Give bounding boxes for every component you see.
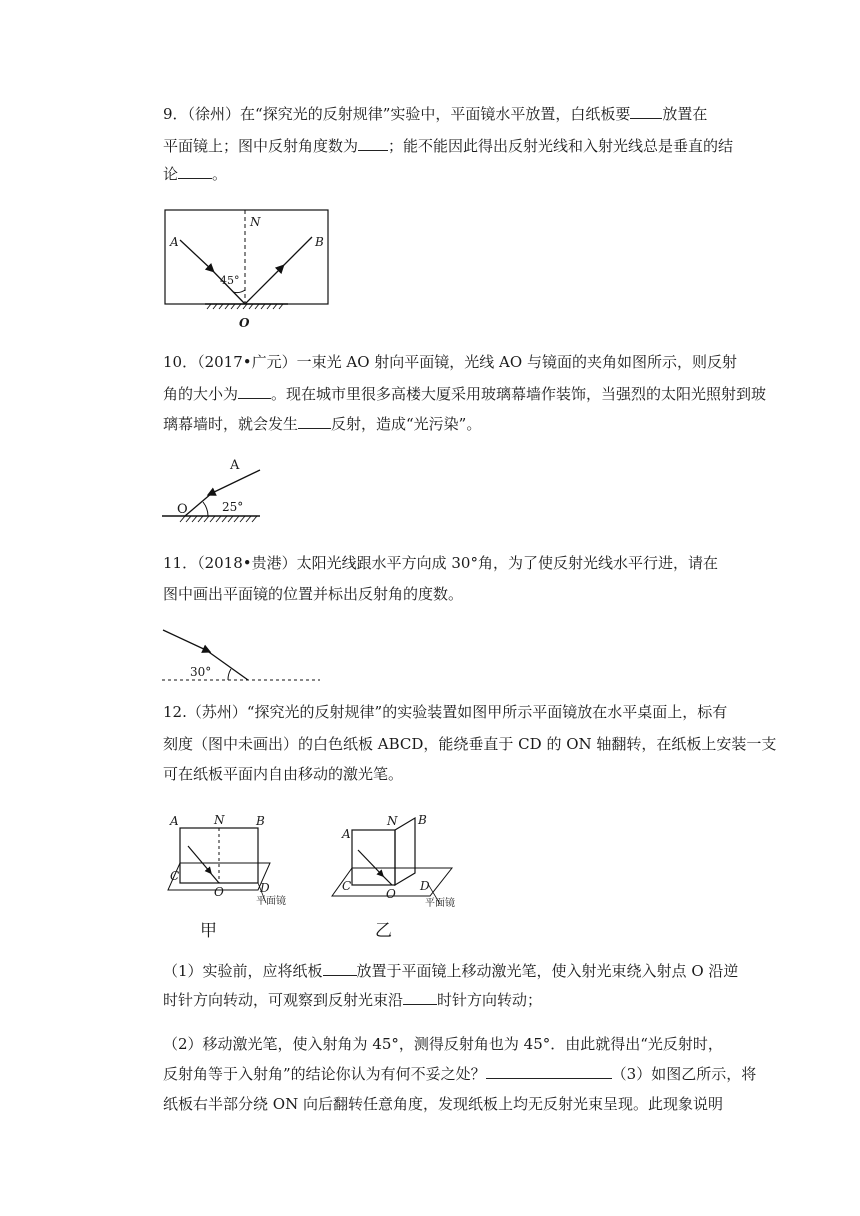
caption-jia: 甲 bbox=[200, 921, 217, 941]
q9-text: ；能不能因此得出反射光线和入射光线总是垂直的结 bbox=[388, 137, 734, 155]
label-c: C bbox=[170, 869, 180, 883]
laser-ray bbox=[188, 846, 210, 872]
q12-part1-line-1 bbox=[163, 961, 738, 981]
label-d: D bbox=[420, 879, 430, 893]
label-a: A bbox=[230, 458, 240, 473]
label-o: O bbox=[214, 885, 224, 899]
q12-text: 时针方向转动，可观察到反射光束沿 bbox=[163, 991, 404, 1009]
q9-figure bbox=[160, 205, 340, 335]
laser-ray-end bbox=[380, 873, 392, 885]
q12-line-1: 12.（苏州）“探究光的反射规律”的实验装置如图甲所示平面镜放在水平桌面上，标有 bbox=[163, 703, 728, 721]
q12-text: 反射角等于入射角”的结论你认为有何不妥之处？ bbox=[163, 1065, 486, 1083]
angle-label: 30° bbox=[190, 665, 212, 679]
sun-ray bbox=[206, 650, 248, 680]
label-o: O bbox=[386, 887, 396, 901]
q9-line-2 bbox=[163, 136, 733, 156]
incident-ray-arrow bbox=[210, 470, 260, 494]
q12-figure-jia bbox=[158, 808, 286, 913]
label-a: A bbox=[170, 235, 179, 249]
label-n: N bbox=[250, 215, 261, 229]
q11-line-2: 图中画出平面镜的位置并标出反射角的度数。 bbox=[163, 585, 464, 603]
q11-line-1: 11．（2018•贵港）太阳光线跟水平方向成 30°角，为了使反射光线水平行进，请在 bbox=[163, 554, 718, 572]
label-n: N bbox=[387, 814, 398, 828]
q11-figure bbox=[160, 622, 325, 687]
reflected-ray-arrow bbox=[245, 267, 282, 304]
label-b: B bbox=[256, 814, 265, 828]
q12-part2-line-2 bbox=[163, 1064, 756, 1084]
label-c: C bbox=[342, 879, 352, 893]
q9-text: 9．（徐州）在“探究光的反射规律”实验中，平面镜水平放置，白纸板要 bbox=[163, 105, 631, 123]
board-left-half bbox=[352, 830, 395, 885]
mirror-label: 平面镜 bbox=[425, 898, 455, 909]
q12-text: 放置于平面镜上移动激光笔，使入射光束绕入射点 O 沿逆 bbox=[356, 962, 739, 980]
laser-ray bbox=[358, 850, 382, 875]
laser-ray-end bbox=[208, 870, 219, 883]
answer-blank[interactable] bbox=[178, 164, 212, 179]
caption-yi: 乙 bbox=[375, 921, 392, 941]
q10-figure bbox=[160, 452, 270, 532]
q10-text: 反射，造成“光污染”。 bbox=[331, 415, 482, 433]
q10-line-1: 10．（2017•广元）一束光 AO 射向平面镜，光线 AO 与镜面的夹角如图所示，则反射 bbox=[163, 353, 737, 371]
angle-arc bbox=[203, 502, 208, 516]
label-b: B bbox=[315, 235, 324, 249]
label-a: A bbox=[170, 814, 179, 828]
angle-label: 25° bbox=[222, 500, 244, 514]
q12-text: 时针方向转动； bbox=[437, 991, 543, 1009]
q10-text: 璃幕墙时，就会发生 bbox=[163, 415, 299, 433]
angle-arc bbox=[233, 290, 245, 293]
answer-blank[interactable] bbox=[358, 136, 388, 151]
q10-line-2 bbox=[163, 384, 766, 404]
q9-text: 放置在 bbox=[662, 105, 708, 123]
angle-arc bbox=[228, 669, 231, 680]
label-o: O bbox=[239, 316, 250, 330]
label-o: O bbox=[177, 502, 188, 517]
q12-text: （3）如图乙所示，将 bbox=[611, 1065, 757, 1083]
q9-line-1 bbox=[163, 104, 707, 124]
label-d: D bbox=[260, 881, 270, 895]
sun-ray-arrow bbox=[163, 630, 208, 651]
incident-ray-arrow bbox=[180, 240, 212, 270]
mirror-label: 平面镜 bbox=[256, 896, 286, 907]
q12-line-2: 刻度（图中未画出）的白色纸板 ABCD，能绕垂直于 CD 的 ON 轴翻转，在纸板上安装一支 bbox=[163, 735, 777, 753]
answer-blank[interactable] bbox=[486, 1064, 612, 1079]
q12-part3-line-1: 纸板右半部分绕 ON 向后翻转任意角度，发现纸板上均无反射光束呈现。此现象说明 bbox=[163, 1095, 723, 1113]
q10-text: 角的大小为 bbox=[163, 385, 239, 403]
label-n: N bbox=[214, 813, 225, 827]
angle-label: 45° bbox=[220, 274, 240, 287]
answer-blank[interactable] bbox=[238, 384, 271, 399]
answer-blank[interactable] bbox=[630, 104, 662, 119]
board-right-half-folded bbox=[395, 818, 415, 885]
q10-text: 。现在城市里很多高楼大厦采用玻璃幕墙作装饰，当强烈的太阳光照射到玻 bbox=[271, 385, 767, 403]
q12-figure-yi bbox=[330, 808, 465, 913]
q10-line-3 bbox=[163, 414, 481, 434]
q9-line-3 bbox=[163, 164, 227, 184]
label-a: A bbox=[342, 827, 351, 841]
mirror-hatching bbox=[180, 516, 257, 522]
answer-blank[interactable] bbox=[403, 990, 437, 1005]
reflected-ray bbox=[280, 237, 312, 269]
paper-board bbox=[165, 210, 328, 304]
label-b: B bbox=[418, 813, 427, 827]
q9-text: 论 bbox=[163, 165, 179, 183]
q12-text: （1）实验前，应将纸板 bbox=[163, 962, 323, 980]
answer-blank[interactable] bbox=[323, 961, 357, 976]
answer-blank[interactable] bbox=[298, 414, 331, 429]
q9-text: 平面镜上；图中反射角度数为 bbox=[163, 137, 359, 155]
q12-line-3: 可在纸板平面内自由移动的激光笔。 bbox=[163, 765, 404, 783]
q12-part1-line-2 bbox=[163, 990, 542, 1010]
q12-part2-line-1: （2）移动激光笔，使入射角为 45°，测得反射角也为 45°．由此就得出“光反射时， bbox=[163, 1035, 723, 1053]
q9-text: 。 bbox=[212, 165, 228, 183]
